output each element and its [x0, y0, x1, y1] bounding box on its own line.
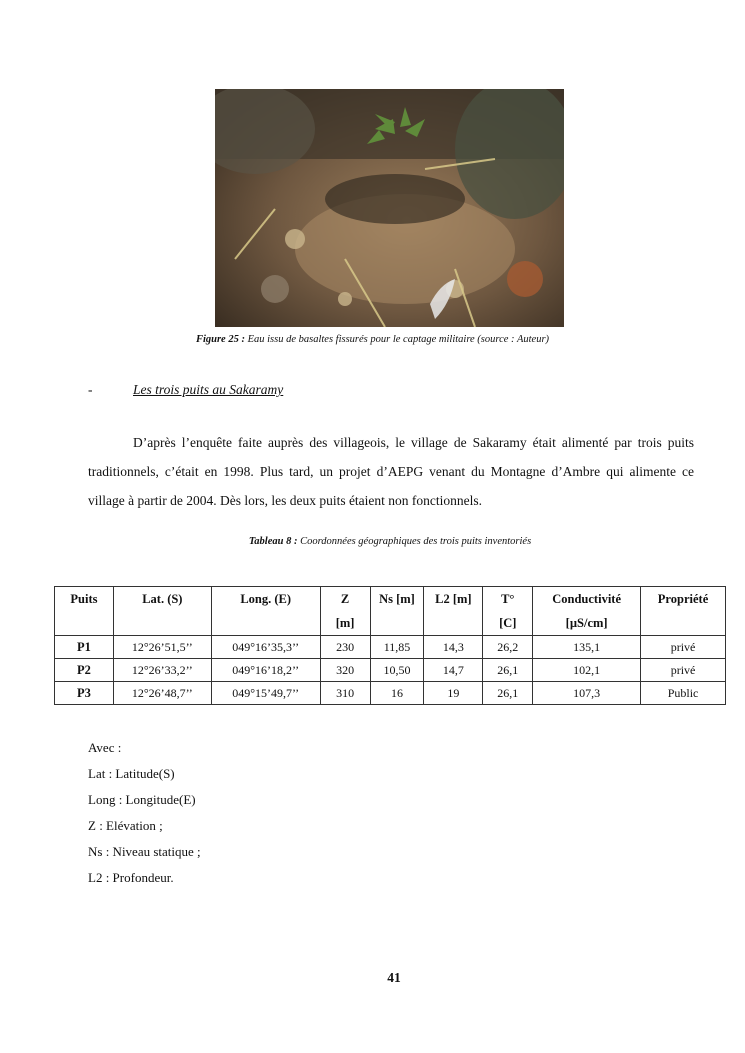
cell-propriete: privé	[641, 659, 726, 682]
cell-long: 049°15’49,7’’	[211, 682, 320, 705]
wells-table	[54, 586, 726, 705]
cell-conductivite: 107,3	[533, 682, 641, 705]
cell-l2: 19	[424, 682, 483, 705]
legend-item: Long : Longitude(E)	[88, 792, 196, 807]
header-l2: L2 [m]	[424, 587, 483, 636]
table-caption	[0, 536, 745, 547]
cell-lat: 12°26’48,7’’	[113, 682, 211, 705]
cell-long: 049°16’18,2’’	[211, 659, 320, 682]
cell-lat: 12°26’51,5’’	[113, 636, 211, 659]
cell-puits: P2	[55, 659, 114, 682]
legend-item: Z : Elévation ;	[88, 818, 163, 833]
figure-caption-label: Figure 25 :	[195, 334, 245, 345]
cell-z: 320	[320, 659, 370, 682]
legend-list	[88, 735, 201, 891]
table-caption-label: Tableau 8 :	[248, 536, 298, 547]
cell-t: 26,1	[483, 659, 533, 682]
header-conductivite: Conductivité [µS/cm]	[533, 587, 641, 636]
body-paragraph: D’après l’enquête faite auprès des villageois, le village de Sakaramy était alimenté par trois puits traditionnels, c’était en 1998. Plus tard, un projet d’AEPG venant du Montagne d’Ambre qui alimente ce village à partir de 2004. Dès lors, les deux puits étaient non fonctionnels.	[88, 435, 694, 508]
page-number: 41	[387, 970, 401, 985]
figure-photo-drawing	[215, 89, 564, 327]
section-heading-text: Les trois puits au Sakaramy	[133, 382, 284, 397]
table-row	[55, 682, 726, 705]
header-ns: Ns [m]	[370, 587, 424, 636]
legend-item: Lat : Latitude(S)	[88, 766, 175, 781]
cell-propriete: Public	[641, 682, 726, 705]
header-z: Z [m]	[320, 587, 370, 636]
legend-item: Ns : Niveau statique ;	[88, 844, 201, 859]
table-row	[55, 659, 726, 682]
legend-item: Avec :	[88, 740, 122, 755]
figure-caption	[0, 334, 745, 345]
table-header-row	[55, 587, 726, 636]
cell-ns: 10,50	[370, 659, 424, 682]
cell-z: 310	[320, 682, 370, 705]
table-caption-text: Coordonnées géographiques des trois puits inventoriés	[297, 536, 532, 547]
cell-puits: P3	[55, 682, 114, 705]
bullet-dash: -	[88, 382, 93, 397]
cell-l2: 14,3	[424, 636, 483, 659]
cell-propriete: privé	[641, 636, 726, 659]
cell-ns: 16	[370, 682, 424, 705]
header-puits: Puits	[55, 587, 114, 636]
cell-l2: 14,7	[424, 659, 483, 682]
header-long: Long. (E)	[211, 587, 320, 636]
table-row	[55, 636, 726, 659]
legend-item: L2 : Profondeur.	[88, 870, 174, 885]
header-lat: Lat. (S)	[113, 587, 211, 636]
figure-photo	[215, 89, 564, 327]
cell-ns: 11,85	[370, 636, 424, 659]
cell-z: 230	[320, 636, 370, 659]
cell-conductivite: 135,1	[533, 636, 641, 659]
figure-caption-text: Eau issu de basaltes fissurés pour le captage militaire (source : Auteur)	[244, 334, 550, 345]
header-propriete: Propriété	[641, 587, 726, 636]
cell-t: 26,2	[483, 636, 533, 659]
cell-conductivite: 102,1	[533, 659, 641, 682]
cell-long: 049°16’35,3’’	[211, 636, 320, 659]
cell-t: 26,1	[483, 682, 533, 705]
cell-lat: 12°26’33,2’’	[113, 659, 211, 682]
cell-puits: P1	[55, 636, 114, 659]
header-t: T° [C]	[483, 587, 533, 636]
